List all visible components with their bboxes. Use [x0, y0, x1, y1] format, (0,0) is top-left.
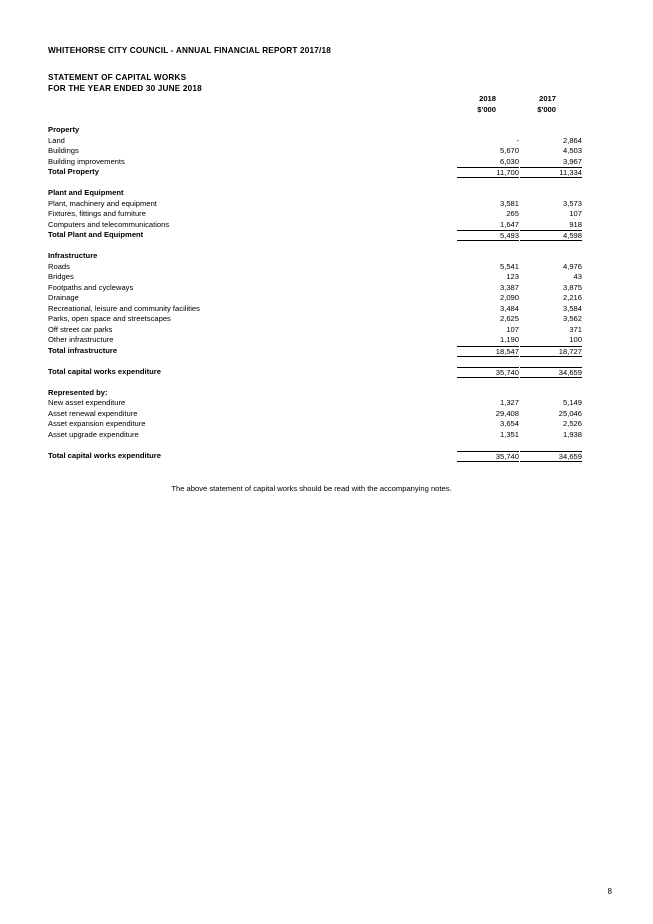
row-label: Roads — [48, 261, 70, 271]
value-2018: 123 — [506, 272, 519, 281]
value-2018: 35,740 — [457, 367, 519, 378]
value-2017: 4,598 — [520, 230, 582, 241]
value-2017: 2,216 — [562, 293, 582, 302]
table-row — [48, 262, 582, 273]
value-2017: 11,334 — [520, 167, 582, 178]
row-label: Fixtures, fittings and furniture — [48, 209, 146, 218]
value-2018: 11,700 — [457, 167, 519, 178]
value-2018: 1,327 — [499, 398, 519, 407]
section-heading-infrastructure — [48, 251, 582, 262]
table-row — [48, 199, 582, 210]
value-2017: 3,573 — [562, 198, 582, 208]
table-row — [48, 304, 582, 315]
value-2017: 918 — [569, 219, 582, 229]
row-label: Asset expansion expenditure — [48, 419, 146, 428]
value-2018: 2,090 — [499, 293, 519, 302]
row-label: Computers and telecommunications — [48, 219, 170, 229]
value-2017: 371 — [569, 324, 582, 334]
column-year: 2018 — [479, 94, 496, 103]
value-2018: 1,351 — [499, 429, 519, 439]
row-label: Total Plant and Equipment — [48, 230, 144, 239]
table-row — [48, 314, 582, 325]
column-header-2017 — [496, 94, 556, 115]
statement-title-line2: FOR THE YEAR ENDED 30 JUNE 2018 — [48, 83, 202, 93]
total-row-capital-works — [48, 367, 582, 378]
row-label: Drainage — [48, 293, 79, 302]
row-label: Asset renewal expenditure — [48, 408, 138, 418]
table-row — [48, 272, 582, 283]
table-row — [48, 398, 582, 409]
column-unit: $'000 — [477, 104, 496, 114]
value-2017: 3,967 — [562, 156, 582, 166]
row-label: Plant, machinery and equipment — [48, 198, 157, 208]
value-2018: 5,670 — [499, 146, 519, 155]
value-2017: 107 — [569, 209, 582, 218]
row-label: Recreational, leisure and community facilities — [48, 303, 200, 313]
section-heading-plant — [48, 188, 582, 199]
value-2018: 3,581 — [499, 198, 519, 208]
section-heading-represented — [48, 388, 582, 399]
table-row — [48, 335, 582, 346]
value-2018: 3,387 — [499, 282, 519, 292]
row-label: Footpaths and cycleways — [48, 282, 134, 292]
table-row — [48, 146, 582, 157]
value-2018: 1,190 — [499, 335, 519, 344]
value-2017: 34,659 — [520, 367, 582, 378]
table-row — [48, 209, 582, 220]
row-label: Total Property — [48, 167, 99, 176]
value-2017: 2,526 — [562, 419, 582, 428]
value-2018: 18,547 — [457, 346, 519, 357]
value-2018: 6,030 — [499, 156, 519, 166]
value-2018: 5,493 — [457, 230, 519, 241]
value-2018: 3,654 — [499, 419, 519, 428]
table-row — [48, 419, 582, 430]
row-label: Bridges — [48, 272, 74, 281]
footnote-text: The above statement of capital works should be read with the accompanying notes. — [171, 484, 452, 493]
value-2017: 3,584 — [562, 303, 582, 313]
value-2018: 29,408 — [495, 408, 519, 418]
table-row — [48, 220, 582, 231]
row-label: Parks, open space and streetscapes — [48, 314, 171, 323]
report-header: WHITEHORSE CITY COUNCIL - ANNUAL FINANCIAL REPORT 2017/18 — [48, 46, 331, 55]
total-row-infrastructure — [48, 346, 582, 357]
value-2017: 3,875 — [562, 282, 582, 292]
row-label: Other infrastructure — [48, 335, 114, 344]
row-label: Buildings — [48, 146, 79, 155]
value-2018: 2,625 — [499, 314, 519, 323]
table-row — [48, 157, 582, 168]
value-2017: 43 — [573, 272, 582, 281]
row-label: Total capital works expenditure — [48, 366, 161, 376]
value-2017: 34,659 — [520, 451, 582, 462]
table-row — [48, 283, 582, 294]
table-row — [48, 293, 582, 304]
row-label: Property — [48, 125, 80, 134]
page-number: 8 — [607, 887, 612, 896]
value-2017: 5,149 — [562, 398, 582, 407]
column-header-2018 — [436, 94, 496, 115]
row-label: Land — [48, 135, 65, 145]
section-heading-property — [48, 125, 582, 136]
row-label: Total capital works expenditure — [48, 450, 161, 460]
value-2017: 4,503 — [562, 146, 582, 155]
value-2018: 265 — [506, 209, 519, 218]
statement-title-line1: STATEMENT OF CAPITAL WORKS — [48, 73, 187, 82]
row-label: Infrastructure — [48, 251, 98, 260]
value-2018: 35,740 — [457, 451, 519, 462]
value-2017: 3,562 — [562, 314, 582, 323]
capital-works-table — [48, 125, 582, 461]
column-unit: $'000 — [537, 104, 556, 114]
value-2018: 107 — [506, 324, 519, 334]
total-row-property — [48, 167, 582, 178]
row-label: New asset expenditure — [48, 398, 126, 407]
value-2017: 4,976 — [562, 261, 582, 271]
value-2018: 1,647 — [499, 219, 519, 229]
row-label: Building improvements — [48, 156, 125, 166]
statement-title — [48, 73, 202, 94]
row-label: Represented by: — [48, 387, 108, 397]
total-row-plant — [48, 230, 582, 241]
value-2017: 25,046 — [558, 408, 582, 418]
table-row — [48, 430, 582, 441]
value-2018: 3,484 — [499, 303, 519, 313]
value-2018: 5,541 — [499, 261, 519, 271]
row-label: Total infrastructure — [48, 345, 118, 355]
table-row — [48, 136, 582, 147]
total-row-represented — [48, 451, 582, 462]
column-year: 2017 — [539, 94, 556, 103]
value-2017: 100 — [569, 335, 582, 344]
value-2017: 2,864 — [562, 135, 582, 145]
value-2018: - — [516, 135, 519, 145]
row-label: Plant and Equipment — [48, 188, 124, 197]
footnote — [0, 484, 653, 493]
value-2017: 1,938 — [562, 429, 582, 439]
table-row — [48, 325, 582, 336]
value-2017: 18,727 — [520, 346, 582, 357]
row-label: Asset upgrade expenditure — [48, 429, 139, 439]
row-label: Off street car parks — [48, 324, 113, 334]
table-row — [48, 409, 582, 420]
